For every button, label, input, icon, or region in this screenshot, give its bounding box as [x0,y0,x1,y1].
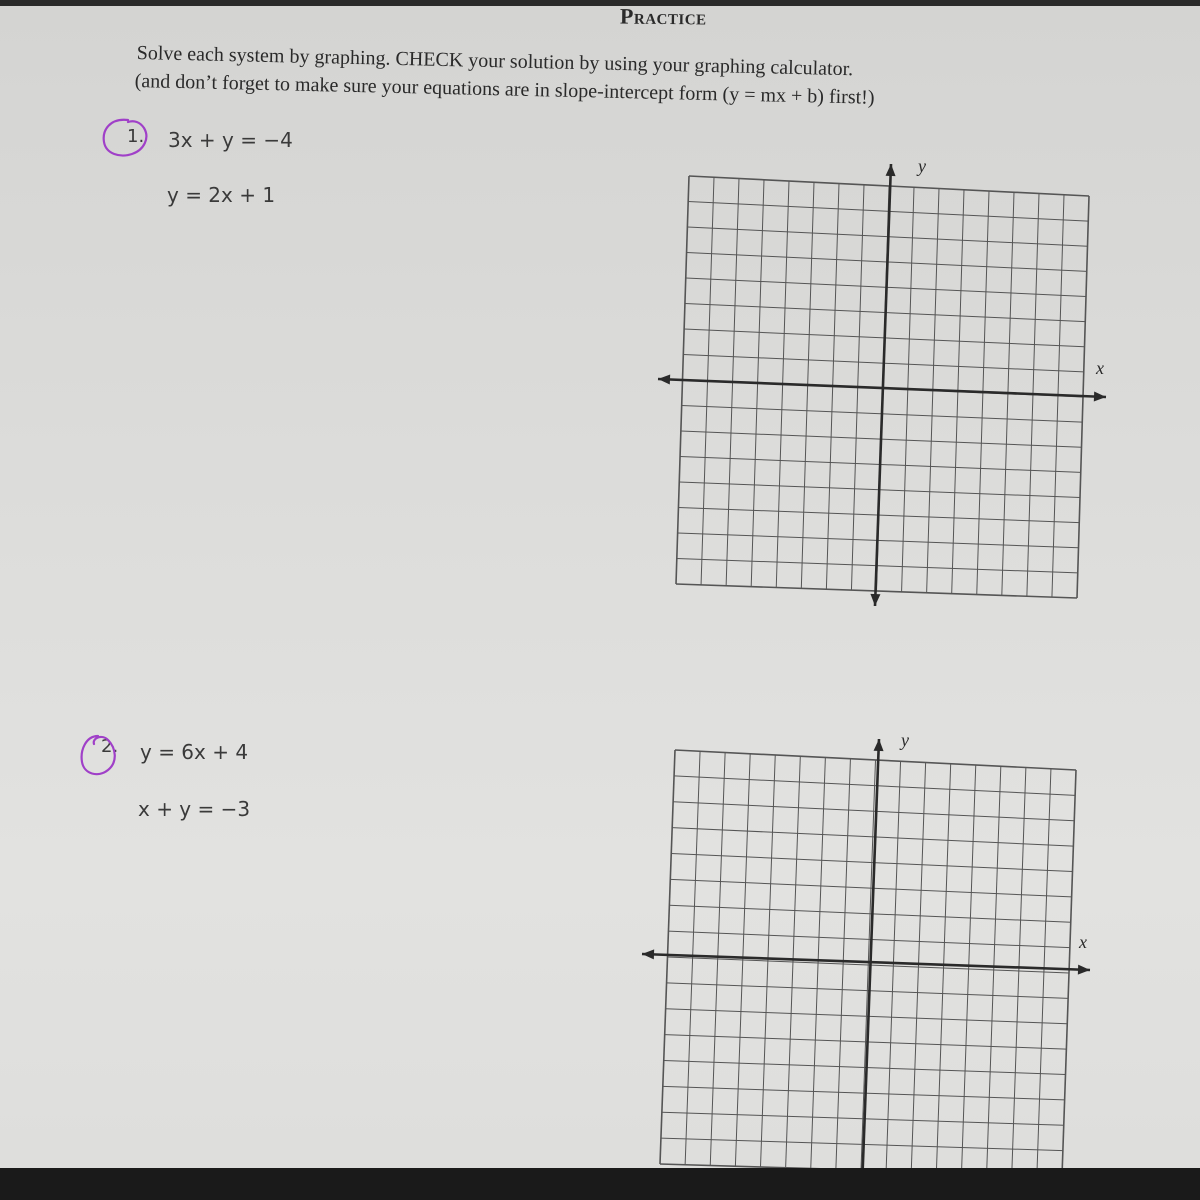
pen-circle-mark-2 [72,726,128,782]
grid-line [902,187,914,592]
page-title: Practice [619,3,707,30]
grid-line [801,182,814,588]
grid-line [927,189,939,593]
grid-line [662,1112,1064,1125]
grid-line [710,753,725,1166]
grid-line [687,227,1087,246]
grid-line [776,181,789,588]
grid-line [680,457,1081,473]
grid-line [683,355,1083,372]
grid-line [679,482,1080,498]
grid-line [751,180,764,587]
problem-2-equation-1: y = 6x + 4 [140,740,249,764]
x-axis [642,954,1090,970]
x-axis-arrow-left [642,949,654,959]
grid-line [1002,192,1014,595]
grid-line [786,756,801,1168]
grid-line [686,278,1086,297]
y-axis [862,739,879,1168]
x-axis-arrow-right [1078,965,1090,975]
grid-line [987,766,1001,1168]
graph-2-y-axis-label: y [901,730,909,750]
grid-line [685,751,700,1165]
grid-line [735,754,750,1167]
graph-1-x-axis-label: x [1096,358,1104,378]
grid-line [886,761,900,1168]
grid-line [836,759,851,1168]
grid-line [676,584,1077,598]
problem-2-equation-2: x + y = −3 [138,797,251,821]
grid-line [684,329,1084,347]
grid-line [660,1164,1062,1168]
grid-line [761,755,776,1167]
grid-line [670,879,1071,897]
grid-line [861,760,876,1168]
grid-line [672,828,1073,847]
grid-line [683,380,1084,397]
grid-line [678,533,1079,548]
grid-line [851,185,864,590]
problem-1-equation-2: y = 2x + 1 [167,183,276,207]
instructions-line-1: Solve each system by graphing. CHECK your solution by using your graphing calculator. [136,42,854,81]
grid-line [678,508,1079,523]
x-axis-arrow-right [1094,392,1106,402]
y-axis [875,164,891,606]
grid-line [674,776,1075,796]
grid-line [688,202,1088,222]
grid-line [701,177,714,585]
x-axis-arrow-left [658,374,670,384]
grid-line [681,431,1082,447]
grid-line [663,1086,1065,1100]
grid-line [664,1061,1066,1075]
grid-line [1052,195,1064,597]
grid-line [669,905,1070,922]
y-axis-arrow-down [870,594,880,606]
grid-line [911,763,925,1169]
grid-line [877,186,890,591]
instructions-line-2: (and don’t forget to make sure your equations are in slope-intercept form (y = mx + b) first!) [134,70,875,109]
grid-line [952,190,964,594]
grid-line [689,176,1089,196]
grid-line [665,1035,1067,1050]
grid-line [936,764,950,1168]
graph-2-x-axis-label: x [1079,932,1087,952]
grid-line [682,406,1083,423]
grid-line [1062,770,1076,1168]
grid-line [668,957,1070,973]
grid-line [1012,768,1026,1169]
top-edge [0,0,1200,6]
problem-1-equation-1: 3x + y = −4 [168,128,293,152]
grid-line [1077,196,1089,598]
y-axis-arrow-up [886,164,896,176]
grid-line [675,750,1076,770]
grid-line [826,184,839,590]
y-axis-arrow-up [874,739,884,751]
grid-line [671,854,1072,872]
grid-line [811,758,826,1169]
grid-line [1027,194,1039,597]
problem-1-number: 1. [127,126,145,147]
grid-line [660,750,675,1164]
grid-line [677,559,1078,573]
grid-line [666,1009,1068,1024]
problem-2-number: 2. [101,736,119,757]
grid-line [667,983,1069,999]
grid-line [1037,769,1051,1168]
grid-line [962,765,976,1168]
grid-line [661,1138,1063,1151]
grid-line [685,304,1085,322]
grid-line [977,191,989,595]
x-axis [658,379,1106,397]
grid-line [673,802,1074,821]
grid-line [687,253,1087,272]
grid-line [676,176,689,584]
grid-line [668,931,1069,948]
grid-line [726,179,739,586]
graph-1-y-axis-label: y [918,156,926,176]
